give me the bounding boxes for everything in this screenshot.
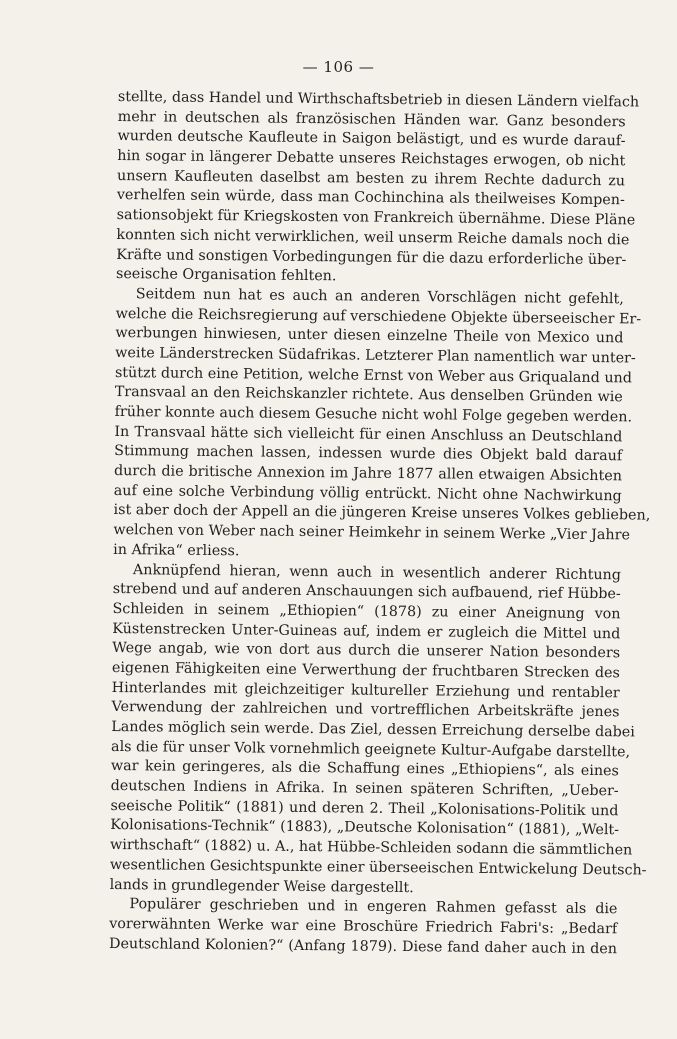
text-line: vorerwähnten Werke war eine Broschüre Friedrich Fabri's: „Bedarf [109, 915, 618, 938]
text-line: Kolonisations-Technik“ (1883), „Deutsche Kolonisation“ (1881), „Welt- [110, 817, 620, 839]
text-line: verhelfen sein würde, dass man Cochinchina als theilweises Kompen- [116, 187, 625, 209]
text-line: als die für unser Volk vornehmlich geeignete Kultur-Aufgabe darstellte, [111, 738, 631, 761]
text-line: werbungen hinwiesen, unter diesen einzelne Theile von Mexico und [115, 325, 624, 347]
text-line: auf eine solche Verbindung völlig entrückt. Nicht ohne Nachwirkung [113, 482, 622, 505]
text-line: stellte, dass Handel und Wirthschaftsbetrieb in diesen Ländern vielfach [117, 88, 640, 111]
text-line: unsern Kaufleuten daselbst am besten zu ihrem Rechte dadurch zu [116, 167, 626, 190]
text-line: welche die Reichsregierung auf verschiedene Objekte überseeischer Er- [115, 305, 642, 328]
text-line: Stimmung machen lassen, indessen wurde dies Objekt bald darauf [114, 443, 623, 465]
text-line: eigenen Fähigkeiten eine Verwerthung der fruchtbaren Strecken des [111, 659, 620, 682]
text-line: hin sogar in längerer Debatte unseres Reichstages erwogen, ob nicht [117, 148, 626, 170]
text-line: sationsobjekt für Kriegskosten von Frankreich übernähme. Diese Pläne [116, 207, 636, 229]
text-line: welchen von Weber nach seiner Heimkehr in seinem Werke „Vier Jahre [113, 522, 631, 544]
text-line: früher konnte auch diesem Gesuche nicht wohl Folge gegeben werden. [114, 403, 633, 426]
text-line: Kräfte und sonstigen Vorbedingungen für die dazu erforderliche über- [116, 246, 627, 268]
text-line: Deutschland Kolonien?“ (Anfang 1879). Diese fand daher auch in den [108, 935, 618, 957]
text-line: strebend und auf anderen Anschauungen sich aufbauend, rief Hübbe- [112, 581, 621, 603]
text-line: Verwendung der zahlreichen und vortrefflichen Arbeitskräfte jenes [111, 699, 620, 721]
text-line: durch die britische Annexion im Jahre 1877 allen etwaigen Absichten [113, 463, 623, 485]
text-line: Küstenstrecken Unter-Guineas auf, indem er zugleich die Mittel und [112, 620, 621, 642]
text-line: seeische Organisation fehlten. [115, 266, 337, 285]
body-text [108, 88, 651, 960]
text-line: stützt durch eine Petition, welche Ernst von Weber aus Griqualand und [114, 364, 633, 387]
text-line: seeische Politik“ (1881) und deren 2. Theil „Kolonisations-Politik und [110, 797, 619, 820]
text-line: in Afrika“ erliess. [113, 541, 240, 560]
text-line: Wege angab, wie von dort aus durch die unserer Nation besonders [112, 640, 621, 662]
text-line: war kein geringeres, als die Schaffung eines „Ethiopiens“, als eines [110, 758, 619, 780]
page-number: — 106 — [302, 58, 375, 76]
text-line: Schleiden in seinem „Ethiopien“ (1878) zu einer Aneignung von [112, 600, 621, 623]
text-line: Anknüpfend hieran, wenn auch in wesentlich anderer Richtung [132, 561, 622, 583]
text-line: deutschen Indiens in Afrika. In seinen späteren Schriften, „Ueber- [110, 778, 619, 800]
text-line: Populärer geschrieben und in engeren Rahmen gefasst als die [129, 896, 618, 918]
text-line: Landes möglich sein werde. Das Ziel, dessen Erreichung derselbe dabei [111, 718, 635, 741]
text-line: wesentlichen Gesichtspunkte einer überseeischen Entwickelung Deutsch- [109, 856, 647, 879]
text-line: wirthschaft“ (1882) u. A., hat Hübbe-Schleiden sodann die sämmtlichen [109, 837, 633, 859]
text-line: konnten sich nicht verwirklichen, weil unserm Reiche damals noch die [116, 226, 630, 249]
text-line: mehr in deutschen als französischen Händen war. Ganz besonders [117, 108, 626, 131]
text-line: weite Länderstrecken Südafrikas. Letzterer Plan namentlich war unter- [115, 344, 636, 367]
text-line: wurden deutsche Kaufleute in Saigon belästigt, und es wurde darauf- [117, 128, 626, 150]
text-line: Hinterlandes mit gleichzeitiger kultureller Erziehung und rentabler [111, 679, 620, 701]
text-line: lands in grundlegender Weise dargestellt. [109, 876, 414, 896]
text-line: Seitdem nun hat es auch an anderen Vorschlägen nicht gefehlt, [135, 286, 624, 308]
text-line: ist aber doch der Appell an die jüngeren Kreise unseres Volkes geblieben, [113, 502, 651, 525]
text-line: In Transvaal hätte sich vielleicht für einen Anschluss an Deutschland [114, 423, 623, 445]
text-line: Transvaal an den Reichskanzler richtete. Aus denselben Gründen wie [114, 384, 623, 406]
